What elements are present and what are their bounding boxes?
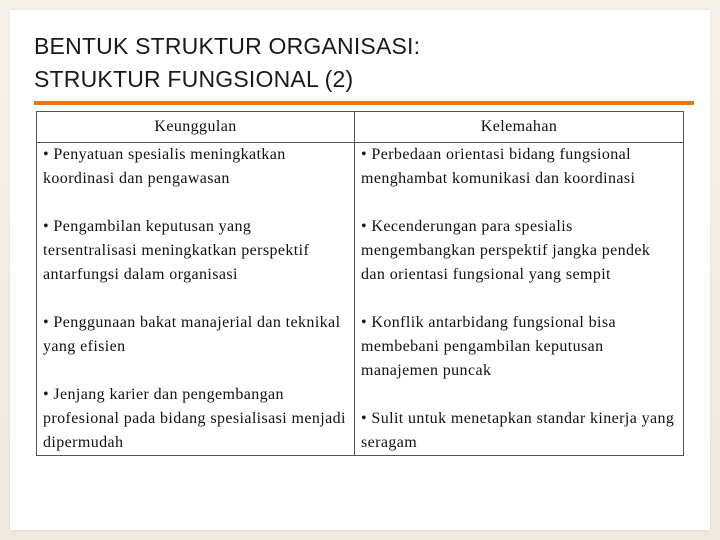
list-item: • Kecenderungan para spesialis mengembangkan perspektif jangka pendek dan orientasi fungsional yang sempit xyxy=(361,218,651,283)
item-spacer xyxy=(43,359,348,383)
header-kelemahan: Kelemahan xyxy=(355,112,684,143)
list-item: • Sulit untuk menetapkan standar kinerja yang seragam xyxy=(361,410,675,451)
comparison-table xyxy=(36,111,684,456)
slide-title xyxy=(34,30,694,96)
title-line-2: STRUKTUR FUNGSIONAL (2) xyxy=(34,66,354,92)
list-item: • Pengambilan keputusan yang tersentralisasi meningkatkan perspektif antarfungsi dalam organisasi xyxy=(43,218,310,283)
kelemahan-cell xyxy=(355,143,684,456)
item-spacer xyxy=(43,191,348,215)
keunggulan-cell xyxy=(37,143,355,456)
item-spacer xyxy=(361,191,677,215)
item-spacer xyxy=(361,287,677,311)
item-spacer xyxy=(43,287,348,311)
header-keunggulan: Keunggulan xyxy=(37,112,355,143)
list-item: • Konflik antarbidang fungsional bisa membebani pengambilan keputusan manajemen puncak xyxy=(361,314,617,379)
list-item: • Perbedaan orientasi bidang fungsional menghambat komunikasi dan koordinasi xyxy=(361,146,636,187)
list-item: • Jenjang karier dan pengembangan profesional pada bidang spesialisasi menjadi dipermudah xyxy=(43,386,346,451)
list-item: • Penggunaan bakat manajerial dan teknikal yang efisien xyxy=(43,314,341,355)
title-line-1: BENTUK STRUKTUR ORGANISASI: xyxy=(34,33,421,59)
list-item: • Penyatuan spesialis meningkatkan koordinasi dan pengawasan xyxy=(43,146,286,187)
table-header-row xyxy=(37,112,684,143)
title-underline xyxy=(34,101,694,105)
table-body-row xyxy=(37,143,684,456)
item-spacer xyxy=(361,383,677,407)
